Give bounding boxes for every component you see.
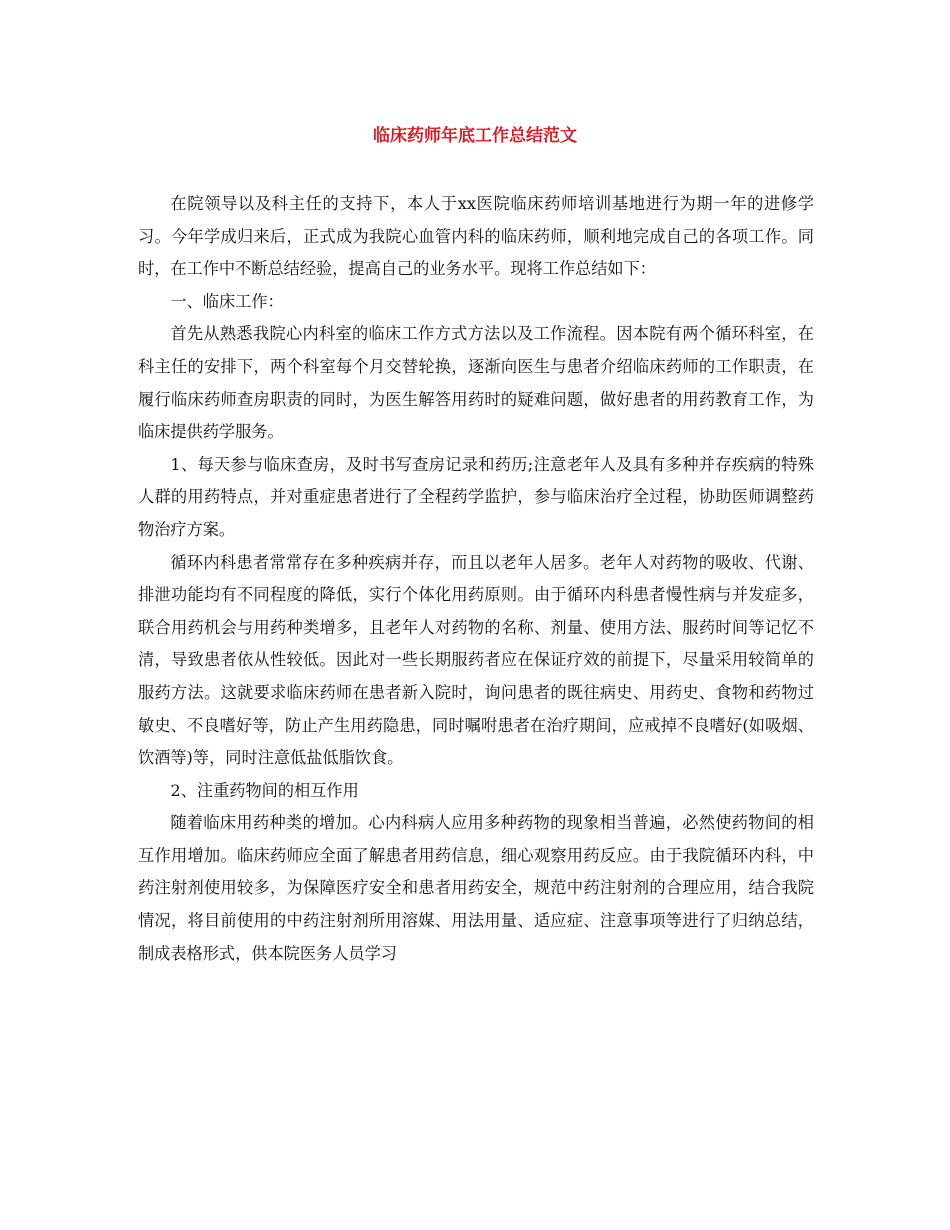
paragraph-drug-interactions: 随着临床用药种类的增加。心内科病人应用多种药物的现象相当普遍，必然使药物间的相互作用增加。临床药师应全面了解患者用药信息，细心观察用药反应。由于我院循环内科，中药注射剂使用较多，为保障医疗安全和患者用药安全，规范中药注射剂的合理应用，结合我院情况，将目前使用的中药注射剂所用溶媒、用法用量、适应症、注意事项等进行了归纳总结，制成表格形式，供本院医务人员学习 [138, 813, 814, 963]
section-heading-clinical-work: 一、临床工作： [170, 291, 284, 311]
section-heading-drug-interactions: 2、注重药物间的相互作用 [170, 780, 359, 800]
paragraph-elderly-patients: 循环内科患者常常存在多种疾病并存，而且以老年人居多。老年人对药物的吸收、代谢、排泄功能均有不同程度的降低，实行个体化用药原则。由于循环内科患者慢性病与并发症多，联合用药机会与用药种类增多，且老年人对药物的名称、剂量、使用方法、服药时间等记忆不清，导致患者依从性较低。因此对一些长期服药者应在保证疗效的前提下，尽量采用较简单的服药方法。这就要求临床药师在患者新入院时，询问患者的既往病史、用药史、食物和药物过敏史、不良嗜好等，防止产生用药隐患，同时嘱咐患者在治疗期间，应戒掉不良嗜好(如吸烟、饮酒等)等，同时注意低盐低脂饮食。 [138, 552, 814, 768]
paragraph-item-1-ward-rounds: 1、每天参与临床查房，及时书写查房记录和药历;注意老年人及具有多种并存疾病的特殊人群的用药特点，并对重症患者进行了全程药学监护，参与临床治疗全过程，协助医师调整药物治疗方案。 [138, 454, 814, 539]
document-body [138, 188, 814, 970]
document-title: 临床药师年底工作总结范文 [373, 126, 577, 146]
paragraph-intro: 在院领导以及科主任的支持下，本人于xx医院临床药师培训基地进行为期一年的进修学习。今年学成归来后，正式成为我院心血管内科的临床药师，顺利地完成自己的各项工作。同时，在工作中不断总结经验，提高自己的业务水平。现将工作总结如下： [138, 194, 814, 279]
paragraph-clinical-workflow: 首先从熟悉我院心内科室的临床工作方式方法以及工作流程。因本院有两个循环科室，在科主任的安排下，两个科室每个月交替轮换，逐渐向医生与患者介绍临床药师的工作职责，在履行临床药师查房职责的同时，为医生解答用药时的疑难问题，做好患者的用药教育工作，为临床提供药学服务。 [138, 324, 814, 442]
